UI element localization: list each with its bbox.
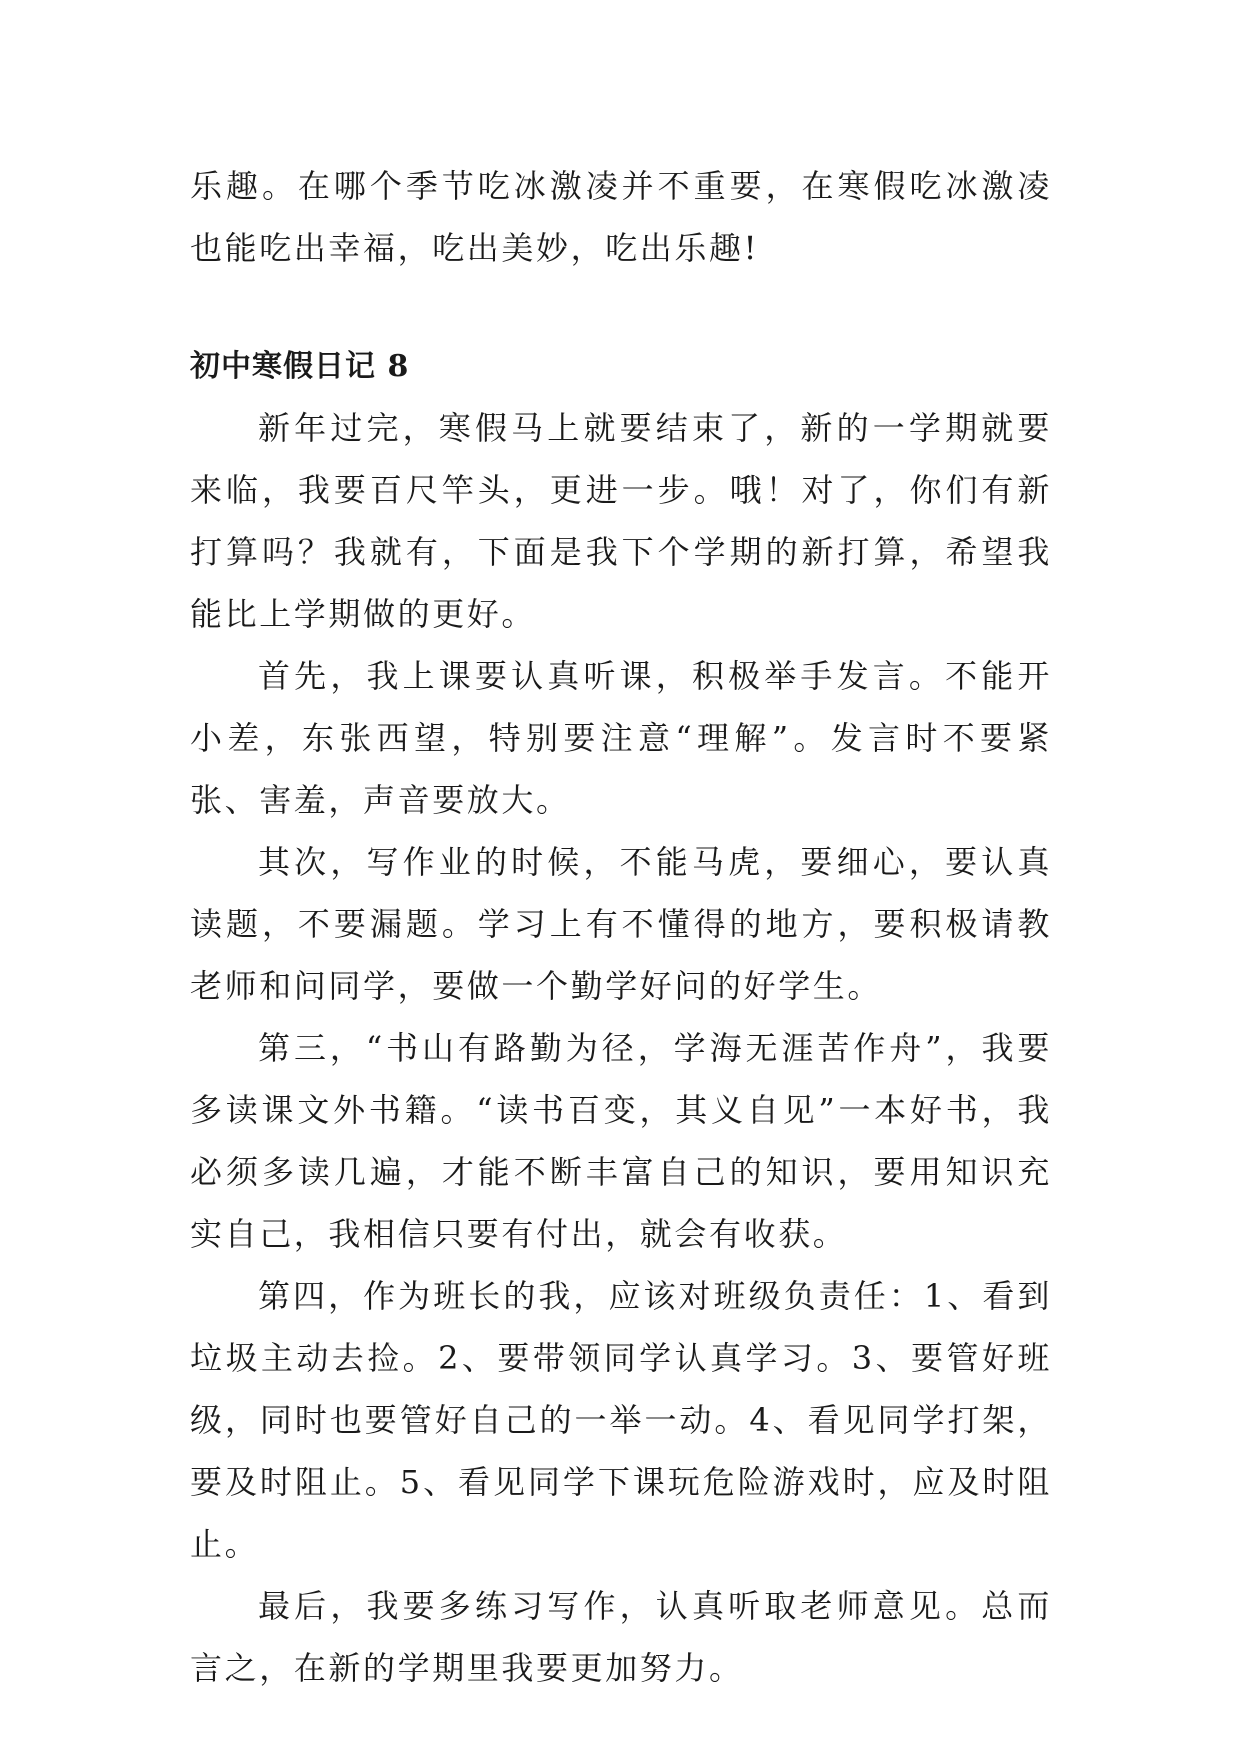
paragraph-intro: 新年过完，寒假马上就要结束了，新的一学期就要来临，我要百尺竿头，更进一步。哦！对了，你们有新打算吗？我就有，下面是我下个学期的新打算，希望我能比上学期做的更好。 (190, 409, 1052, 633)
paragraph-third: 第三，“书山有路勤为径，学海无涯苦作舟”，我要多读课文外书籍。“读书百变，其义自见”一本好书，我必须多读几遍，才能不断丰富自己的知识，要用知识充实自己，我相信只要有付出，就会有收获。 (190, 1029, 1052, 1253)
paragraph-first: 首先，我上课要认真听课，积极举手发言。不能开小差，东张西望，特别要注意“理解”。发言时不要紧张、害羞，声音要放大。 (190, 657, 1052, 819)
section-title: 初中寒假日记 8 (190, 349, 410, 384)
section-spacer (190, 279, 1052, 347)
previous-section-tail: 乐趣。在哪个季节吃冰激凌并不重要，在寒假吃冰激凌也能吃出幸福，吃出美妙，吃出乐趣! (190, 167, 1052, 267)
paragraph-fourth: 第四，作为班长的我，应该对班级负责任：1、看到垃圾主动去捡。2、要带领同学认真学习。3、要管好班级，同时也要管好自己的一举一动。4、看见同学打架，要及时阻止。5、看见同学下课玩危险游戏时，应及时阻止。 (190, 1277, 1052, 1563)
document-body (190, 155, 1052, 1699)
paragraph-second: 其次，写作业的时候，不能马虎，要细心，要认真读题，不要漏题。学习上有不懂得的地方，要积极请教老师和问同学，要做一个勤学好问的好学生。 (190, 843, 1052, 1005)
paragraph-last: 最后，我要多练习写作，认真听取老师意见。总而言之，在新的学期里我要更加努力。 (190, 1587, 1052, 1687)
